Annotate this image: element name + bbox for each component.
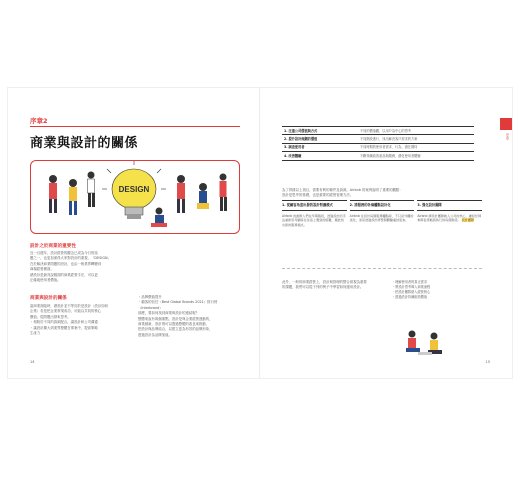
chapter-tag: 序章2: [30, 117, 48, 125]
sitting-people-illustration: [400, 324, 452, 364]
intro-text: [282, 188, 482, 199]
text-line: 題之一，也更加深得大家對設計的重視，「DESIGN」: [30, 256, 111, 261]
table-key: 1. 注重公司價值與方式: [282, 127, 358, 135]
text-line: ・品牌價值提升: [138, 295, 162, 299]
page-number-right: 15: [485, 360, 490, 364]
text-line: 正確地使用者價值。: [30, 278, 61, 283]
table-key: 2. 提升設計規劃的價值: [282, 135, 358, 143]
column-item: [350, 200, 415, 260]
column-body: Airbnb 的創辦人們在早期階段，透過設計的手法重新思考顧客在住宿上遇到的困難，藉此找出新的服務模式。: [282, 213, 346, 227]
section-body-relationship: [30, 304, 130, 336]
three-column-box: [282, 200, 482, 260]
column-body-right: [138, 295, 238, 338]
table-row: [282, 135, 474, 143]
table-key: 4. 改善體驗: [282, 152, 358, 160]
highlight-text: 設計團隊: [461, 218, 475, 223]
list-item: ・將設計思考導入商業流程: [392, 285, 431, 289]
text-line: 在於解決商業問題的設計，也由一般業界轉變到: [30, 261, 102, 266]
text-line: 生產力: [30, 331, 41, 336]
table-value: 不同時期的使用者需求、行為、潛在期待: [358, 143, 474, 151]
principles-table: [282, 126, 474, 161]
column-item: [417, 200, 482, 260]
text-line: 企業）若是把企業實現成功，可能以共同的核心: [30, 309, 102, 314]
person-figure-3: [88, 172, 96, 208]
bottom-left-text: [282, 280, 386, 291]
people-lightbulb-illustration: [31, 161, 238, 232]
text-line: 透過設計為品牌加值。: [138, 332, 172, 337]
text-line: ・顧客的信任（Best Global Brands 2021）排行榜: [138, 300, 218, 305]
text-line: ・讓設計擴大到業界整體在專案中，提高策略: [30, 325, 98, 330]
column-body: [417, 214, 482, 223]
list-item: ・把設計團隊納入經營核心: [392, 290, 431, 294]
column-heading: 2. 將服務的各個觸點設計化: [350, 203, 415, 211]
text-line: 把設計與品牌結合，以建立更為有效的品牌形象，: [138, 327, 213, 332]
text-line: 近一百週年，設計經營的觀念已成為今日的話: [30, 251, 98, 255]
section-heading-relationship: 商業與設計的關係: [30, 296, 67, 301]
chapter-side-tab: [500, 118, 512, 130]
column-item: [282, 200, 347, 260]
person-figure-6: [220, 174, 228, 212]
illustration-label: DESIGN: [118, 185, 150, 194]
person-figure-1: [49, 175, 57, 213]
text-line: （Interbrand）: [138, 305, 163, 310]
section-body-importance: [30, 251, 130, 283]
column-heading: 1. 從顧客角度出發的設計對應模式: [282, 203, 347, 211]
person-figure-7: [151, 208, 167, 228]
table-row: [282, 127, 474, 135]
list-item: ・理解使用者的真正需求: [392, 280, 428, 284]
table-row: [282, 152, 474, 160]
bullet-list: [392, 280, 430, 300]
text-line: 設計是思考的基礎，也是重要的經營管理方法。: [282, 193, 354, 198]
column-heading: 3. 強化設計團隊: [417, 203, 482, 211]
table-value: 不同的價值觀，以用戶為中心的思考: [358, 127, 474, 135]
text-line: ・相較於不同的資源配合，讓設計和公司溝通: [30, 320, 98, 325]
person-figure-2: [69, 179, 77, 215]
text-line: 總設計是最具說服面的商業經營手法，可以更: [30, 272, 98, 277]
left-page: [8, 88, 260, 378]
page-number-left: 14: [30, 360, 35, 364]
text-line: 為了實踐以上項目，需要有利的條件及資源。Airbnb 的案例說明了重要的觀點：: [282, 188, 403, 192]
chapter-side-label: 序章: [505, 133, 509, 140]
table-value: 不斷持續改善產品與服務，優化使用者體驗: [358, 152, 474, 160]
person-figure-4: [177, 175, 185, 213]
design-illustration: [30, 160, 240, 234]
chapter-rule: [30, 126, 240, 127]
text-line: 商業創新，設計則可以透過整體的改良來推動，: [138, 322, 210, 327]
right-page: [260, 88, 512, 378]
table-key: 3. 調查使用者: [282, 143, 358, 151]
column-body: Airbnb 在設計每個服務觸點時，不只是外觀的美化，而是透過設計將整個體驗連結起來。: [349, 213, 414, 223]
section-heading-importance: 設計之於商業的重要性: [30, 244, 76, 249]
table-value: 不同階段進行，找出解決客戶需求的方案: [358, 135, 474, 143]
book-spread: [8, 88, 512, 378]
chapter-title: 商業與設計的關係: [30, 136, 139, 151]
text-line: 此外，一般的商業經營上，設計與管理的整合被視為重要: [282, 280, 367, 284]
person-figure-5: [197, 183, 209, 209]
list-item: ・透過設計持續創造價值: [392, 295, 428, 299]
table-row: [282, 143, 474, 151]
text-line: 那麼，要如何找到商業與設計的連結呢？: [138, 311, 200, 316]
column-body-text: Airbnb 將設計團隊納入公司的核心，讓設計師參與從策略到執行的每個階段。: [417, 213, 482, 223]
text-line: 價值，從問題出發來思考。: [30, 314, 71, 319]
text-line: 的課題，我們可以從下列的例子中學習如何運用設計。: [282, 285, 364, 290]
text-line: 商場經營層面。: [30, 267, 54, 272]
text-line: 整體來說有幾個重點，設計是與企業經營連動的，: [138, 316, 213, 321]
divider: [282, 268, 482, 269]
text-line: 當商業面臨時，總設計並不等同於是設計（設計如何: [30, 304, 108, 308]
